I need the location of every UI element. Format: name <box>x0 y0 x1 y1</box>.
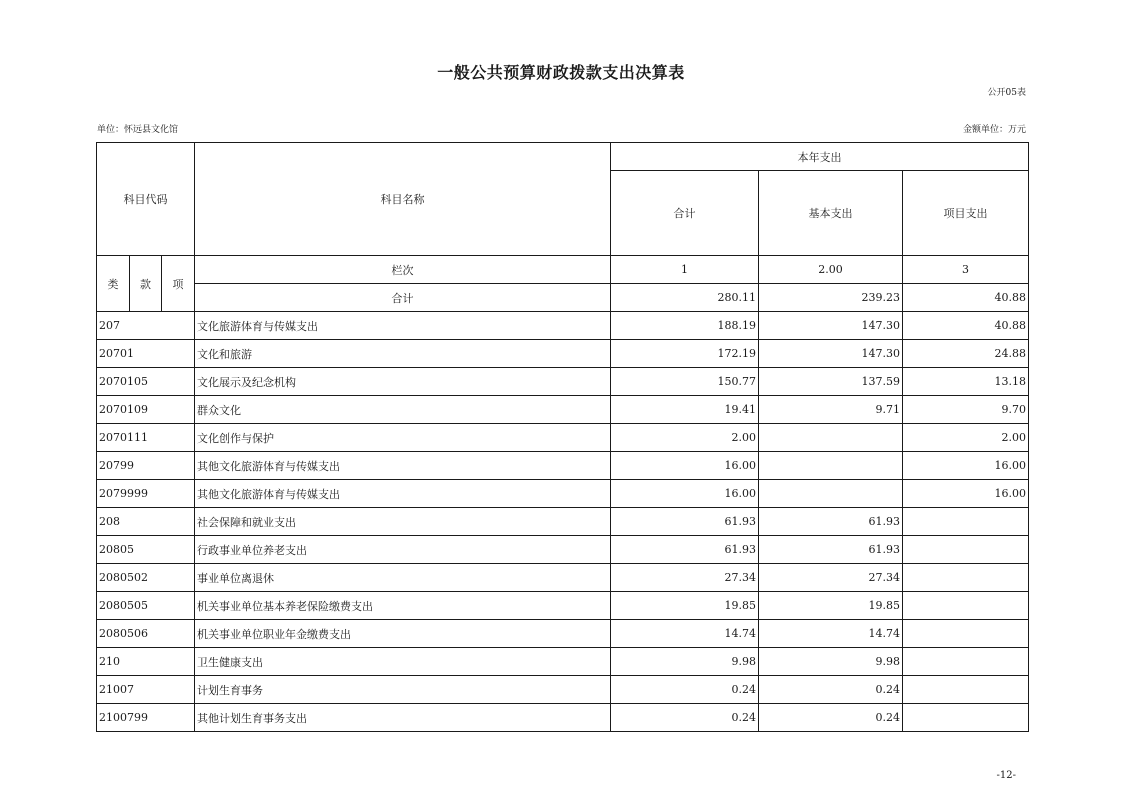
row-basic-expenditure: 27.34 <box>759 564 903 592</box>
row-subject-code: 2070105 <box>97 368 195 396</box>
header-kuan: 款 <box>130 256 162 312</box>
row-total: 61.93 <box>611 536 759 564</box>
row-basic-expenditure: 61.93 <box>759 536 903 564</box>
table-row <box>97 396 1029 424</box>
row-total: 188.19 <box>611 312 759 340</box>
row-subject-name: 文化旅游体育与传媒支出 <box>195 312 611 340</box>
expenditure-table <box>96 142 1029 732</box>
row-basic-expenditure: 9.71 <box>759 396 903 424</box>
table-row <box>97 480 1029 508</box>
row-basic-expenditure: 0.24 <box>759 676 903 704</box>
row-basic-expenditure: 14.74 <box>759 620 903 648</box>
grand-total-label: 合计 <box>195 284 611 312</box>
row-subject-code: 21007 <box>97 676 195 704</box>
row-total: 0.24 <box>611 704 759 732</box>
column-order-label: 栏次 <box>195 256 611 284</box>
row-project-expenditure: 24.88 <box>903 340 1029 368</box>
row-subject-name: 机关事业单位职业年金缴费支出 <box>195 620 611 648</box>
row-project-expenditure <box>903 508 1029 536</box>
row-total: 150.77 <box>611 368 759 396</box>
row-project-expenditure <box>903 620 1029 648</box>
table-row <box>97 592 1029 620</box>
header-xiang: 项 <box>162 256 195 312</box>
row-project-expenditure: 40.88 <box>903 312 1029 340</box>
row-subject-code: 20701 <box>97 340 195 368</box>
row-subject-name: 文化展示及纪念机构 <box>195 368 611 396</box>
row-project-expenditure <box>903 564 1029 592</box>
row-basic-expenditure: 147.30 <box>759 340 903 368</box>
row-project-expenditure: 16.00 <box>903 480 1029 508</box>
table-row <box>97 368 1029 396</box>
row-project-expenditure: 13.18 <box>903 368 1029 396</box>
row-basic-expenditure: 9.98 <box>759 648 903 676</box>
row-basic-expenditure: 137.59 <box>759 368 903 396</box>
row-project-expenditure <box>903 648 1029 676</box>
row-subject-name: 计划生育事务 <box>195 676 611 704</box>
page-number: -12- <box>996 770 1016 781</box>
header-lei: 类 <box>97 256 130 312</box>
amount-unit-label: 金额单位：万元 <box>962 125 1026 135</box>
row-subject-code: 2079999 <box>97 480 195 508</box>
row-subject-name: 群众文化 <box>195 396 611 424</box>
row-total: 61.93 <box>611 508 759 536</box>
row-subject-code: 2070109 <box>97 396 195 424</box>
row-subject-code: 2100799 <box>97 704 195 732</box>
table-row <box>97 564 1029 592</box>
header-subject-name: 科目名称 <box>195 143 611 256</box>
row-subject-name: 卫生健康支出 <box>195 648 611 676</box>
row-subject-code: 20799 <box>97 452 195 480</box>
row-basic-expenditure <box>759 424 903 452</box>
row-subject-code: 20805 <box>97 536 195 564</box>
row-basic-expenditure: 19.85 <box>759 592 903 620</box>
table-row <box>97 536 1029 564</box>
row-project-expenditure: 16.00 <box>903 452 1029 480</box>
row-basic-expenditure: 147.30 <box>759 312 903 340</box>
row-subject-code: 2070111 <box>97 424 195 452</box>
row-subject-name: 事业单位离退休 <box>195 564 611 592</box>
row-subject-name: 社会保障和就业支出 <box>195 508 611 536</box>
row-subject-code: 2080502 <box>97 564 195 592</box>
header-subject-code: 科目代码 <box>97 143 195 256</box>
row-subject-name: 文化和旅游 <box>195 340 611 368</box>
header-row-1 <box>97 143 1029 171</box>
column-number-1: 1 <box>611 256 759 284</box>
row-project-expenditure: 2.00 <box>903 424 1029 452</box>
row-subject-name: 行政事业单位养老支出 <box>195 536 611 564</box>
row-subject-code: 207 <box>97 312 195 340</box>
row-total: 0.24 <box>611 676 759 704</box>
unit-label: 单位：怀远县文化馆 <box>97 125 179 135</box>
row-subject-code: 2080506 <box>97 620 195 648</box>
row-basic-expenditure: 0.24 <box>759 704 903 732</box>
header-total: 合计 <box>611 171 759 256</box>
row-subject-code: 208 <box>97 508 195 536</box>
row-basic-expenditure: 61.93 <box>759 508 903 536</box>
table-row <box>97 704 1029 732</box>
row-basic-expenditure <box>759 452 903 480</box>
grand-total-row <box>97 284 1029 312</box>
row-basic-expenditure <box>759 480 903 508</box>
header-basic-expenditure: 基本支出 <box>759 171 903 256</box>
row-total: 172.19 <box>611 340 759 368</box>
column-order-row <box>97 256 1029 284</box>
row-subject-name: 其他文化旅游体育与传媒支出 <box>195 452 611 480</box>
column-number-3: 3 <box>903 256 1029 284</box>
table-row <box>97 508 1029 536</box>
row-project-expenditure: 9.70 <box>903 396 1029 424</box>
table-row <box>97 424 1029 452</box>
row-subject-name: 其他计划生育事务支出 <box>195 704 611 732</box>
grand-total-amount: 280.11 <box>611 284 759 312</box>
table-row <box>97 676 1029 704</box>
row-subject-name: 机关事业单位基本养老保险缴费支出 <box>195 592 611 620</box>
row-project-expenditure <box>903 704 1029 732</box>
page-title: 一般公共预算财政拨款支出决算表 <box>437 63 685 82</box>
grand-total-basic: 239.23 <box>759 284 903 312</box>
header-project-expenditure: 项目支出 <box>903 171 1029 256</box>
table-row <box>97 620 1029 648</box>
table-row <box>97 452 1029 480</box>
row-total: 9.98 <box>611 648 759 676</box>
row-project-expenditure <box>903 536 1029 564</box>
form-number: 公开05表 <box>987 88 1026 98</box>
grand-total-project: 40.88 <box>903 284 1029 312</box>
row-project-expenditure <box>903 676 1029 704</box>
row-subject-name: 其他文化旅游体育与传媒支出 <box>195 480 611 508</box>
table-row <box>97 312 1029 340</box>
row-subject-name: 文化创作与保护 <box>195 424 611 452</box>
table-row <box>97 648 1029 676</box>
row-total: 2.00 <box>611 424 759 452</box>
row-total: 19.85 <box>611 592 759 620</box>
row-project-expenditure <box>903 592 1029 620</box>
row-subject-code: 2080505 <box>97 592 195 620</box>
column-number-2: 2.00 <box>759 256 903 284</box>
row-total: 16.00 <box>611 480 759 508</box>
row-total: 16.00 <box>611 452 759 480</box>
row-total: 14.74 <box>611 620 759 648</box>
row-total: 27.34 <box>611 564 759 592</box>
row-subject-code: 210 <box>97 648 195 676</box>
table-row <box>97 340 1029 368</box>
header-current-year-expenditure: 本年支出 <box>611 143 1029 171</box>
row-total: 19.41 <box>611 396 759 424</box>
